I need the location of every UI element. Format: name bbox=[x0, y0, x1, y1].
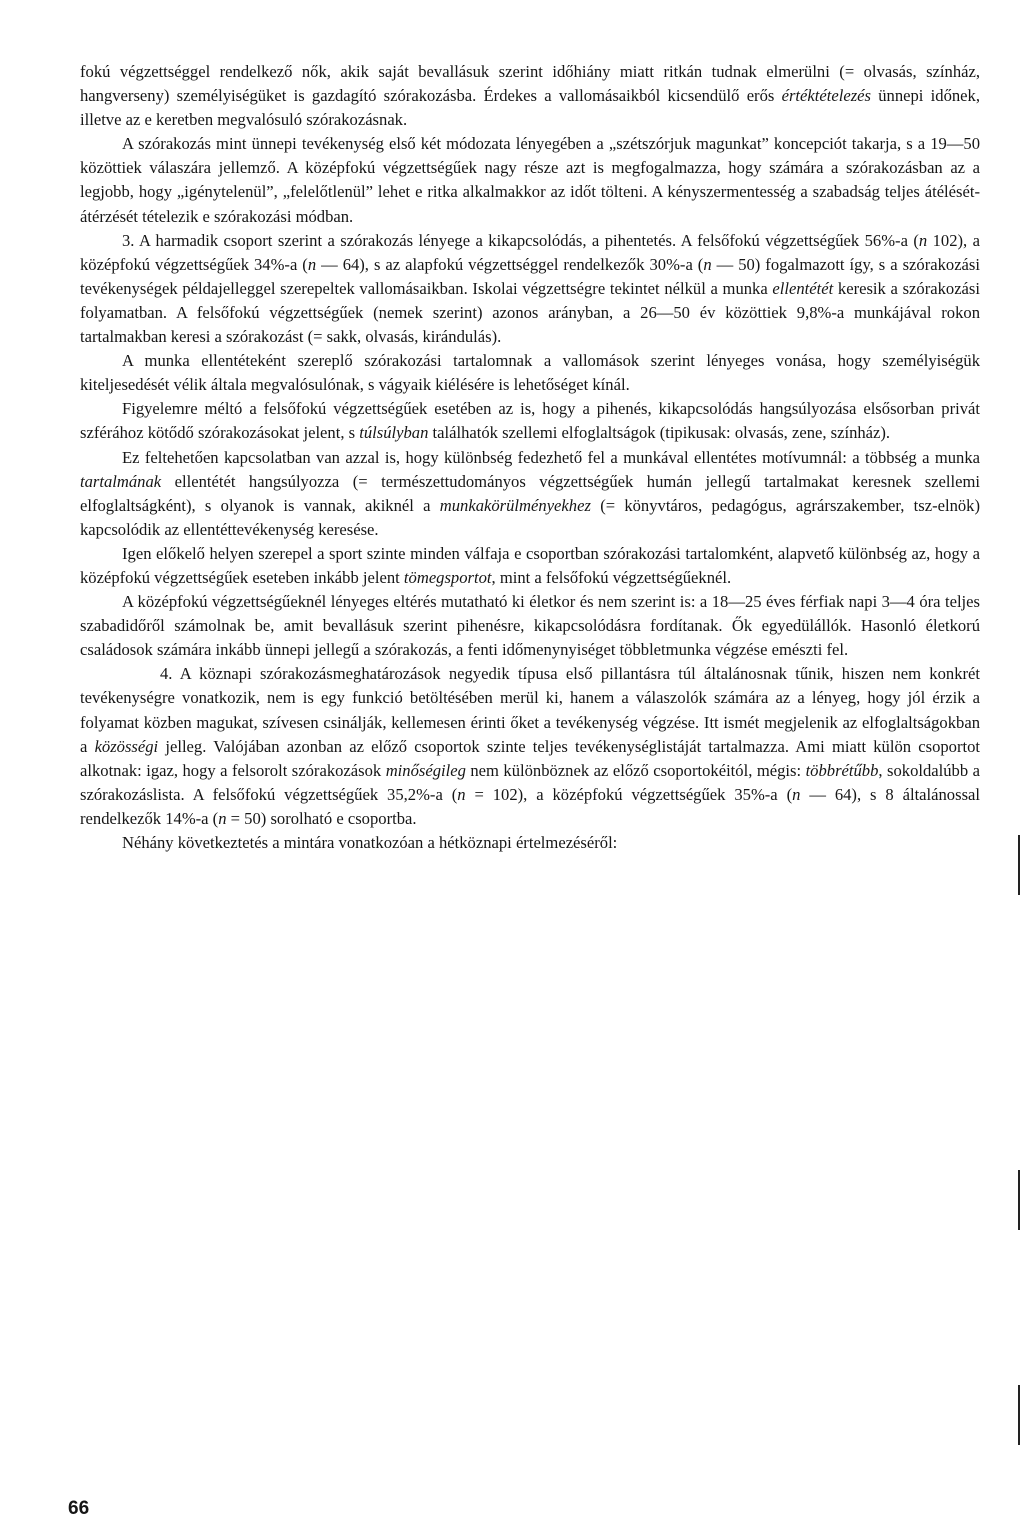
scan-edge-mark bbox=[1018, 1385, 1020, 1445]
paragraph bbox=[80, 662, 980, 831]
emphasis-text: ellentétét bbox=[772, 278, 834, 298]
paragraph-text: Igen előkelő helyen szerepel a sport szinte minden válfaja e csoportban szórakozási tartalomként, alapvető különbség az, hogy a középfokú végzettségűek eseteben inkább jelent bbox=[80, 543, 980, 587]
paragraph-text: 4. A köznapi szórakozásmeghatározások negyedik típusa első pillantásra túl általánosnak tűnik, hiszen nem konkrét tevékenységre vonatkozik, nem is egy funkció betöltésében merül ki, hanem a válaszolók számára az a lényeg, hogy jól érzik a folyamat közben magukat, szívesen csinálják, kellemesen érinti őket a tevékenység végzése. Itt ismét megjelenik az elfoglaltságokban a bbox=[80, 664, 980, 756]
paragraph-text: — 64), s 8 általánossal rendelkezők 14%-a ( bbox=[80, 784, 980, 828]
paragraph bbox=[80, 349, 980, 397]
paragraph bbox=[80, 831, 980, 855]
emphasis-text: tömegsportot bbox=[403, 567, 492, 587]
paragraph bbox=[80, 542, 980, 590]
emphasis-text: n bbox=[792, 784, 801, 804]
paragraph bbox=[80, 60, 980, 132]
paragraph bbox=[80, 590, 980, 662]
paragraph-text: = 102), a középfokú végzettségűek 35%-a ( bbox=[465, 784, 793, 804]
paragraph-text: , mint a felsőfokú végzettségűeknél. bbox=[491, 567, 732, 587]
emphasis-text: minőségileg bbox=[385, 760, 466, 780]
emphasis-text: értéktételezés bbox=[781, 86, 871, 106]
paragraph-text: ünnepi időnek, illetve az e keretben megvalósuló szórakozásnak. bbox=[80, 86, 980, 130]
paragraph-text: A szórakozás mint ünnepi tevékenység első két módozata lényegében a „szétszórjuk magunkat” koncepciót takarja, s a 19—50 közöttiek válaszára jellemző. A középfokú végzettségűek nagy része azt is megfogalmazza, hogy számára a szórakozásban az a legjobb, hogy „igénytelenül”, „felelőtlenül” lehet e ritka alkalmakkor az időt tölteni. A kényszermentesség a szabadság teljes átélését-átérzését tételezik e szórakozási módban. bbox=[80, 134, 980, 226]
paragraph bbox=[80, 446, 980, 542]
paragraph-text: A munka ellentéteként szereplő szórakozási tartalomnak a vallomások szerint lényeges vonása, hogy személyiségük kiteljesedését vélik általa megvalósulónak, s vágyaik kiélésére is lehetőséget kínál. bbox=[80, 351, 980, 395]
paragraph-text: — 64), s az alapfokú végzettséggel rendelkezők 30%-a ( bbox=[316, 254, 704, 274]
paragraph-text: Néhány következtetés a mintára vonatkozóan a hétköznapi értelmezéséről: bbox=[122, 833, 618, 852]
paragraph-text: 3. A harmadik csoport szerint a szórakozás lényege a kikapcsolódás, a pihentetés. A felsőfokú végzettségűek 56%-a ( bbox=[122, 230, 919, 250]
paragraph-text: Figyelemre méltó a felsőfokú végzettségűek esetében az is, hogy a pihenés, kikapcsolódás hangsúlyozása elsősorban privát szférához kötődő szórakozásokat jelent, s bbox=[80, 399, 980, 443]
paragraph-text: keresik a szórakozási folyamatban. A felsőfokú végzettségűek (nemek szerint) azonos arányban, a 26—50 év közöttiek 9,8%-a munkájával rokon tartalmakban keresi a szórakozást (= sakk, olvasás, kirándulás). bbox=[80, 278, 980, 347]
paragraph-text: A középfokú végzettségűeknél lényeges eltérés mutatható ki életkor és nem szerint is: a 18—25 éves férfiak napi 3—4 óra teljes szabadidőről számolnak be, amit bevallásuk szerint pihenésre, kikapcsolódásra fordítanak. Ők egyedülállók. Hasonló életkorú családosok számára inkább ünnepi jellegű a szórakozás, a fenti időmenynyiséget többletmunka végzése emészti fel. bbox=[80, 592, 980, 660]
body-text bbox=[80, 60, 980, 855]
paragraph-text: találhatók szellemi elfoglaltságok (tipikusak: olvasás, zene, színház). bbox=[428, 423, 891, 443]
emphasis-text: túlsúlyban bbox=[359, 423, 429, 443]
paragraph bbox=[80, 229, 980, 349]
emphasis-text: n bbox=[918, 230, 928, 250]
page-number: 66 bbox=[68, 1498, 90, 1519]
paragraph-text: Ez feltehetően kapcsolatban van azzal is, hogy különbség fedezhető fel a munkával ellentétes motívumnál: a többség a munka bbox=[122, 447, 980, 467]
emphasis-text: többrétűbb bbox=[805, 760, 879, 780]
paragraph-text: = 50) sorolható e csoportba. bbox=[226, 808, 417, 828]
emphasis-text: közösségi bbox=[94, 736, 159, 756]
paragraph-text: 102), a középfokú végzettségűek 34%-a ( bbox=[80, 230, 980, 274]
paragraph-text: — 50) fogalmazott így, s a szórakozási tevékenységek példajelleggel szerepeltek vallomásaikban. Iskolai végzettségre tekintet nélkül a munka bbox=[80, 254, 980, 298]
scan-edge-mark bbox=[1018, 835, 1020, 895]
paragraph-text: jelleg. Valójában azonban az előző csoportok szinte teljes tevékenységlistáját tartalmazza. Ami miatt külön csoportot alkotnak: igaz, hogy a felsorolt szórakozások bbox=[80, 736, 980, 780]
emphasis-text: munkakörülményekhez bbox=[439, 495, 591, 515]
emphasis-text: tartalmának bbox=[80, 471, 162, 491]
paragraph-text: nem különböznek az előző csoportokéitól, mégis: bbox=[465, 760, 806, 780]
emphasis-text: n bbox=[457, 784, 466, 804]
paragraph-text: fokú végzettséggel rendelkező nők, akik saját bevallásuk szerint időhiány miatt ritkán tudnak elmerülni (= olvasás, színház, hangverseny) személyiségüket is gazdagító szórakozásba. Érdekes a vallomásaikból kicsendülő erős bbox=[80, 62, 980, 106]
paragraph-text: , sokoldalúbb a szórakozáslista. A felsőfokú végzettségűek 35,2%-a ( bbox=[80, 760, 980, 804]
emphasis-text: n bbox=[218, 808, 227, 828]
paragraph-text: (= könyvtáros, pedagógus, agrárszakember, tsz-elnök) kapcsolódik az ellentéttevékenység keresése. bbox=[80, 495, 980, 539]
emphasis-text: n bbox=[703, 254, 712, 274]
emphasis-text: n bbox=[307, 254, 317, 274]
paragraph-text: ellentétét hangsúlyozza (= természettudományos végzettségűek humán jellegű tartalmakat keresnek szellemi elfoglaltságként), s olyanok is vannak, akiknél a bbox=[80, 471, 980, 515]
paragraph bbox=[80, 132, 980, 228]
paragraph bbox=[80, 397, 980, 445]
scan-edge-mark bbox=[1018, 1170, 1020, 1230]
